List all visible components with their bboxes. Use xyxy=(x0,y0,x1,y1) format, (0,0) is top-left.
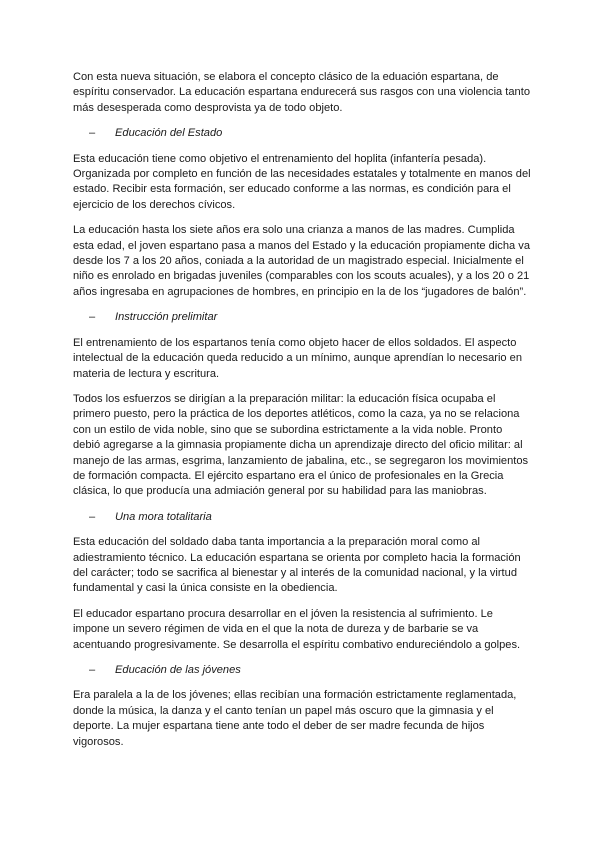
dash-bullet: – xyxy=(89,127,96,140)
section-heading-instruccion xyxy=(73,310,531,325)
dash-bullet: – xyxy=(89,664,96,676)
section-heading-jovenes xyxy=(73,663,531,678)
heading-text: Instrucción prelimitar xyxy=(115,311,218,324)
paragraph-esfuerzos: Todos los esfuerzos se dirigían a la preparación militar: la educación física ocupaba el primero puesto, pero la práctica de los deportes atléticos, como la caza, ya no se relaciona con un estilo de vida noble, sino que se subordina estrictamente a la vida noble. Pronto debió agregarse a la gimnasia propiamente dicha un aprendizaje directo del oficio militar: al manejo de las armas, esgrima, lanzamiento de jabalina, etc., se segregaron los movimientos de formación compacta. El ejército espartano era el único de profesionales en la Grecia clásica, lo que producía una admiación general por su habilidad para las maniobras. xyxy=(73,392,529,498)
paragraph-hoplita: Esta educación tiene como objetivo el entrenamiento del hoplita (infantería pesada). Organizada por completo en función de las necesidades estatales y totalmente en manos del estado. Recibir esta formación, ser educado conforme a las normas, es condición para el ejercicio de los derechos cívicos. xyxy=(73,152,531,211)
paragraph-soldado: Esta educación del soldado daba tanta importancia a la preparación moral como al adiestramiento técnico. La educación espartana se orienta por completo hacia la formación del carácter; todo se sacrifica al bienestar y al interés de la comunidad nacional, y la virtud fundamental y casi la única consiste en la obediencia. xyxy=(73,536,521,595)
paragraph-intro: Con esta nueva situación, se elabora el concepto clásico de la eduación espartana, de espíritu conservador. La educación espartana endurecerá sus rasgos con una violencia tanto más desesperada como desprovista ya de todo objeto. xyxy=(73,71,530,114)
document-page xyxy=(73,70,531,750)
paragraph-educador: El educador espartano procura desarrollar en el jóven la resistencia al sufrimiento. Le impone un severo régimen de vida en el que la nota de dureza y de barbarie se va acentuando progresivamente. Se desarrolla el espíritu combativo endureciéndolo a golpes. xyxy=(73,607,521,651)
heading-text: Educación de las jóvenes xyxy=(115,664,241,676)
heading-text: Una mora totalitaria xyxy=(115,510,212,523)
heading-text: Educación del Estado xyxy=(115,127,223,140)
dash-bullet: – xyxy=(89,311,96,324)
section-heading-moral xyxy=(73,510,531,525)
paragraph-jovenes: Era paralela a la de los jóvenes; ellas recibían una formación estrictamente reglamentada, donde la música, la danza y el canto tenían un papel más oscuro que la gimnasia y el deporte. La mujer espartana tiene ante todo el deber de ser madre fecunda de hijos vigorosos. xyxy=(73,689,517,748)
dash-bullet: – xyxy=(89,510,96,523)
paragraph-crianza: La educación hasta los siete años era solo una crianza a manos de las madres. Cumplida esta edad, el joven espartano pasa a manos del Estado y la educación propiamente dicha va desde los 7 a los 20 años, coniada a la autoridad de un magistrado especial. Inicialmente el niño es enrolado en brigadas juveniles (comparables con los scouts acuales), y a los 20 o 21 años ingresaba en agrupaciones de hombres, en principio en la de los “jugadores de balón”. xyxy=(73,224,530,298)
paragraph-entrenamiento: El entrenamiento de los espartanos tenía como objeto hacer de ellos soldados. El aspecto intelectual de la educación queda reducido a un mínimo, aunque aprendían lo necesario en materia de lectura y escritura. xyxy=(73,336,522,380)
section-heading-educacion-estado xyxy=(73,126,531,141)
